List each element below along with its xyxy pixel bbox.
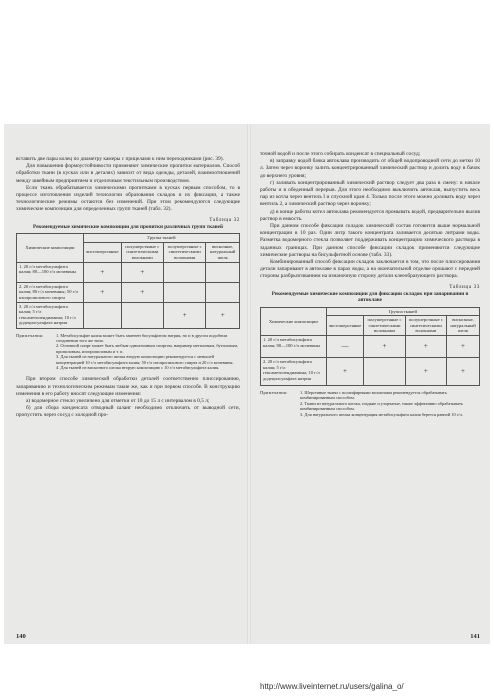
note-item: 4. Для тканей из вискозного шелка вторую композицию с 10 г/л метабисульфита калия. — [56, 364, 220, 370]
table-row — [17, 262, 240, 282]
table-32-notes — [16, 333, 240, 371]
table-32-mark — [121, 302, 163, 328]
left-paragraph-1: вставить две пары колец по диаметру камеры с прицелами к ним переходниками (рис. 39). — [16, 156, 224, 162]
table-33-mark: + — [447, 358, 480, 386]
table-32-title: Рекомендуемые химические композиции для пропитки различных групп тканей — [33, 223, 223, 230]
right-page — [250, 124, 490, 644]
table-32-mark — [206, 262, 240, 282]
right-paragraph-6: Комбинированный способ фиксации складок заключается в том, что после плиссирования детали запаривают в автоклаве в парах воды, а на окончательной отделке орошают с передней стороны разбрызгиванием на изнаночную сторону детали клееобразующего раствора. — [260, 259, 480, 280]
source-url-text: http://www.liveinternet.ru/users/galina_o/ — [260, 682, 404, 691]
table-33-mark: + — [326, 358, 364, 386]
left-paragraph-5: а) водомерное стекло увеличено для отметки от 10 до 15 л с интервалом в 0,5 л; — [26, 397, 210, 404]
right-paragraph-5: При данном способе фиксации складок химический состав готовится выше нормальной концентрации в 10 раз. Один литр такого концентрата заливается десятью литрами воды. Разметка водомерного стекла позволяет поддерживать концентрацию химического раствора в заданных границах. При данном способе фиксации складок применяются следующие химические растворы на бисульфитной основе (табл. 33). — [260, 223, 480, 258]
table-32-mark: + — [83, 282, 121, 302]
left-paragraph-6: б) для сбора конденсата отводный шланг необходимо отключить от выводной сети, пропустить через сосуд с холодной про- — [16, 405, 240, 419]
table-33-caption: Таблица 33 — [449, 283, 480, 290]
table-33-row-1-composition: 1. 20 г/л метабисульфита калия; 80—100 г/л мочевины — [261, 336, 327, 358]
table-32-subcol: полушерстяные с синтетическими волокнами — [163, 242, 205, 262]
table-32-subcol: чистошерстяные — [83, 242, 121, 262]
note-item: 2. Ткани из натурального шелка, гладкие и узорчатые, также эффективно обрабатывать комбинированным способом. — [300, 400, 463, 412]
left-paragraph-2: Для повышения формоустойчивости применяют химические пропитки материалов. Способ обработки ткани (в кусках или в деталях) зависит от вида одежды, деталей, взаимоотношений между швейным предприятием и отделочным текстильным производством. — [16, 163, 240, 184]
table-33-mark: + — [447, 336, 480, 358]
table-33-mark: + — [405, 336, 446, 358]
table-33-subcol: вискозные, натуральный шелк — [447, 316, 480, 336]
note-item: 2. Основной спирт может быть любым одноатомным спиртом, например метиловым, бутиловым, пропиловым, изопропиловым и т. п. — [56, 343, 239, 354]
table-33-mark: — — [326, 336, 364, 358]
table-33 — [260, 307, 480, 386]
right-paragraph-4: д) в конце работы котел автоклава рекомендуется промывать водой, предварительно вылив раствор в емкость. — [260, 208, 480, 222]
right-paragraph-3: г) заливать концентрированный химический раствор следует два раза в смену: в начале работы и в обеденный перерыв. Для этого необходимо выключить автоклав, выпустить весь пар из котла через вентиль I и спускной кран 4. Только после этого можно доливать воду через вентиль 2, а химический раствор через воронку; — [260, 179, 480, 208]
table-row — [17, 302, 240, 328]
table-32-mark — [163, 282, 205, 302]
book-spread — [4, 124, 490, 644]
table-32-col-composition: Химические композиции — [17, 234, 84, 262]
table-33-subcol: чистошерстяные — [326, 316, 364, 336]
table-32-mark: + — [121, 282, 163, 302]
note-item: 1. Шерстяные ткани с полиэфирными волокнами рекомендуется обрабатывать комбинированным способом. — [300, 390, 447, 401]
table-32-row-1-composition: 1. 20 г/л метабисульфита калия; 80—100 г/л мочевины — [17, 262, 84, 282]
table-33-notes — [260, 390, 480, 417]
table-32-col-group: Группа тканей — [83, 234, 239, 243]
table-33-mark — [364, 358, 405, 386]
table-row — [261, 336, 480, 358]
left-page — [4, 124, 248, 644]
left-paragraph-4: При втором способе химической обработки деталей соответственно плиссированию, запариванию и технологическим режимам такие же, как и при первом способе. В конструкцию изменения в его работу вносят следующие изменения: — [16, 376, 240, 397]
table-33-row-2-composition: 2. 20 г/л метабисульфита калия; 5 г/л гексаметилендиамина; 10 г/л додецилсульфата натрия — [261, 358, 327, 386]
table-32-caption: Таблица 32 — [209, 216, 240, 223]
right-paragraph-1: точной водой и после этого собирать конденсат в специальный сосуд; — [260, 151, 421, 157]
table-32-subcol: полушерстяные с синтетическими волокнами — [121, 242, 163, 262]
table-32-mark — [83, 302, 121, 328]
table-33-subcol: полушерстяные с синтетическими волокнами — [364, 316, 405, 336]
table-32-mark: + — [206, 302, 240, 328]
note-item: 3. Для тканей из натурального шелка вторую композицию рекомендуется с меньшей концентрацией 10 г/л метабисульфита калия; 50 г/л изопропилового спирта и 20 г/л мочевины. — [56, 354, 234, 365]
table-32 — [16, 233, 240, 328]
table-33-mark: + — [405, 358, 446, 386]
table-32-row-2-composition: 2. 20 г/л метабисульфита калия; 80 г/л мочевины; 50 г/л изопропилового спирта — [17, 282, 84, 302]
table-row — [17, 282, 240, 302]
table-32-row-3-composition: 3. 20 г/л метабисульфита калия; 5 г/л гексаметилендиамина; 10 г/л додецилсульфата натрия — [17, 302, 84, 328]
notes-label: Примечания: — [16, 332, 44, 338]
page-number-right: 141 — [470, 633, 480, 640]
table-33-title: Рекомендуемые химические композиции для фиксации складок при запаривании в автоклаве — [271, 290, 469, 304]
table-32-subcol: вискозные, натуральный шелк — [206, 242, 240, 262]
table-33-subcol: полушерстяные с синтетическими волокнами — [405, 316, 446, 336]
table-33-col-group: Группа тканей — [326, 307, 479, 316]
table-32-mark: + — [121, 262, 163, 282]
table-33-col-composition: Химические композиции — [261, 307, 327, 335]
table-32-mark — [206, 282, 240, 302]
table-row — [261, 358, 480, 386]
table-32-mark — [163, 262, 205, 282]
left-paragraph-3: Если ткань обрабатывается химическими пропитками в кусках первым способом, то в процессе изготовления изделий технологии образования складок и их фиксации, а также технологические режимы остаются без изменений. При этом рекомендуются следующие химические композиции для определенных групп тканей (табл. 32). — [16, 184, 240, 213]
note-item: 3. Для натурального шелка концентрация метабисульфита калия берется равной 10 г/л. — [300, 411, 464, 417]
table-33-mark: + — [364, 336, 405, 358]
page-number-left: 140 — [16, 633, 26, 640]
note-item: 1. Метабисульфит калия может быть заменен бисульфитом натрия, но и в другом подобном соединении того же типа. — [56, 332, 228, 343]
right-paragraph-2: в) заправку водой бачка автоклава производить от общей водопроводной сети до метки 10 л. Затем через воронку залить концентрированный химический раствор и долить воду в бачок до верхнего уровня; — [260, 158, 480, 179]
table-32-mark: + — [83, 262, 121, 282]
table-32-mark: + — [163, 302, 205, 328]
notes-label: Примечания: — [260, 390, 288, 396]
